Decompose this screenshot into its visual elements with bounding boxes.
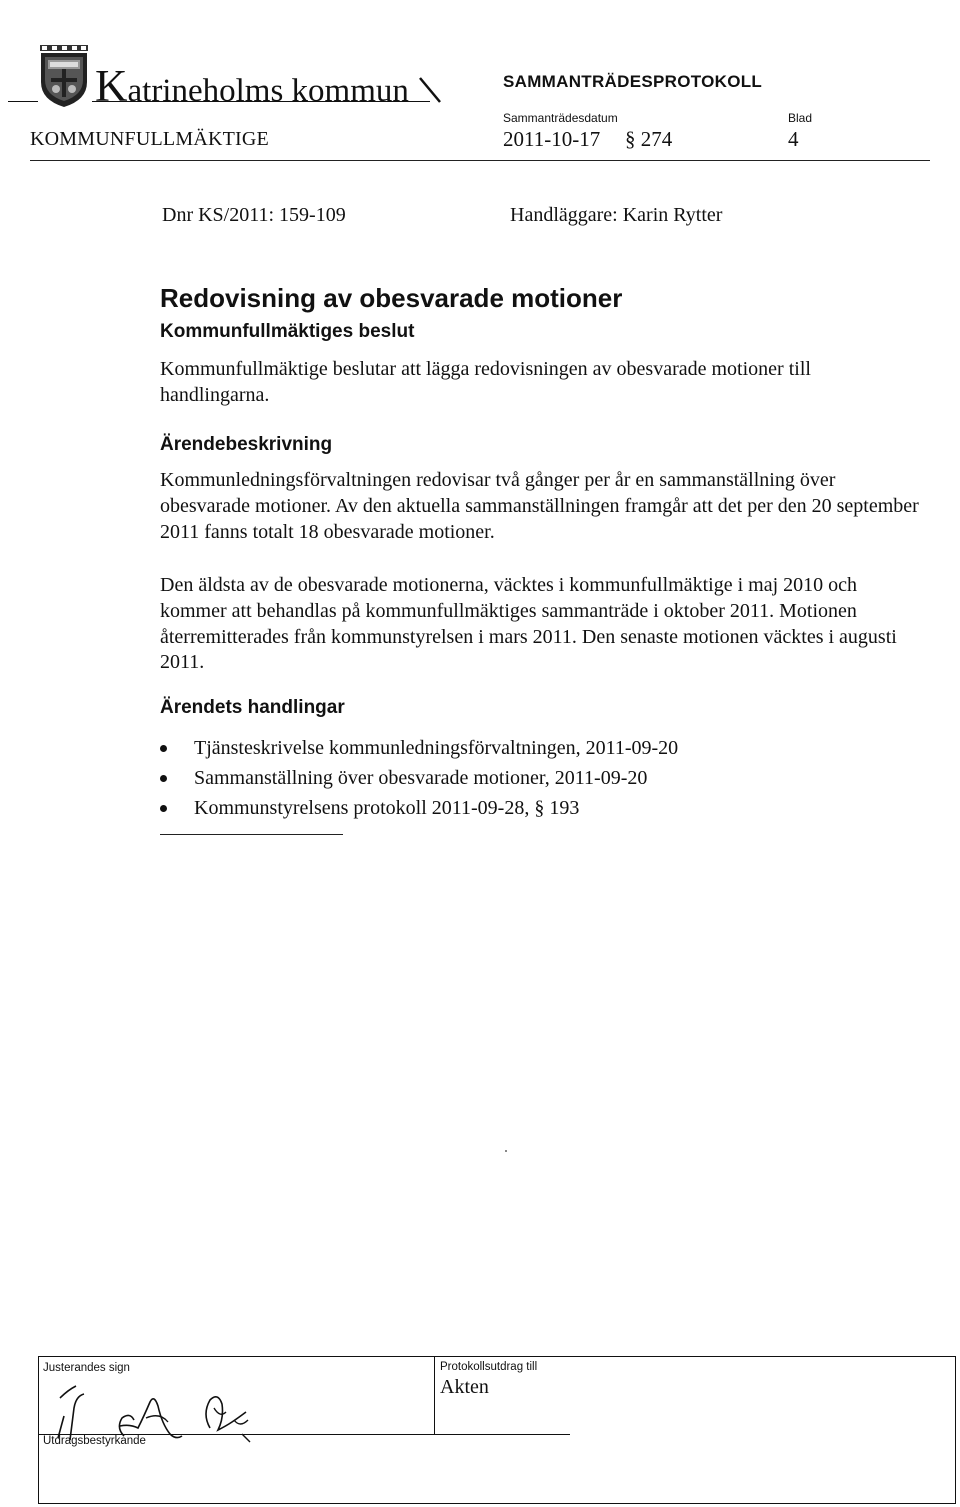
handwritten-signature	[50, 1368, 270, 1448]
decision-heading: Kommunfullmäktiges beslut	[160, 321, 415, 342]
utdrag-label: Utdragsbestyrkande	[43, 1435, 146, 1447]
paragraph-number: § 274	[625, 127, 673, 151]
description-paragraph-2: Den äldsta av de obesvarade motionerna, väcktes i kommunfullmäktige i maj 2010 och kommer att behandlas på kommunfullmäktiges sammanträde i oktober 2011. Motionen återremitterades från kommunstyrelsen i mars 2011. Den senaste motionen väcktes i augusti 2011.	[160, 574, 897, 674]
body-name: KOMMUNFULLMÄKTIGE	[30, 128, 269, 150]
page-number: 4	[788, 127, 799, 151]
list-item-text: Sammanställning över obesvarade motioner, 2011-09-20	[194, 767, 648, 789]
case-officer: Handläggare: Karin Rytter	[510, 204, 723, 226]
documents-heading: Ärendets handlingar	[160, 697, 345, 718]
description-paragraph-1: Kommunledningsförvaltningen redovisar två gånger per år en sammanställning över obesvarade motioner. Av den aktuella sammanställningen framgår att det per den 20 september 2011 fanns totalt 18 obesvarade motioner.	[160, 469, 919, 543]
section-end-divider	[160, 834, 343, 835]
documents-list	[160, 734, 678, 824]
decision-text: Kommunfullmäktige beslutar att lägga redovisningen av obesvarade motioner till handlingarna.	[160, 358, 811, 406]
bullet-icon	[160, 745, 167, 752]
list-item	[160, 734, 678, 764]
document-title: Redovisning av obesvarade motioner	[160, 283, 623, 313]
header-divider	[30, 160, 930, 161]
protokoll-label: Protokollsutdrag till	[440, 1361, 538, 1373]
protokoll-recipient: Akten	[440, 1376, 489, 1398]
date-label: Sammanträdesdatum	[503, 111, 618, 125]
municipal-crest-icon	[38, 44, 90, 108]
document-type: SAMMANTRÄDESPROTOKOLL	[503, 72, 763, 91]
page-label: Blad	[788, 111, 813, 125]
header-flourish	[418, 76, 442, 104]
organization-name: Katrineholms kommun	[95, 61, 409, 111]
list-item	[160, 794, 678, 824]
list-item-text: Kommunstyrelsens protokoll 2011-09-28, § 193	[194, 797, 580, 819]
bullet-icon	[160, 775, 167, 782]
description-heading: Ärendebeskrivning	[160, 434, 333, 455]
scan-speck	[505, 1150, 507, 1152]
justerandes-label: Justerandes sign	[43, 1362, 130, 1374]
list-item-text: Tjänsteskrivelse kommunledningsförvaltningen, 2011-09-20	[194, 737, 679, 759]
bullet-icon	[160, 805, 167, 812]
case-number: Dnr KS/2011: 159-109	[162, 204, 346, 226]
meeting-date: 2011-10-17	[503, 127, 601, 151]
list-item	[160, 764, 678, 794]
